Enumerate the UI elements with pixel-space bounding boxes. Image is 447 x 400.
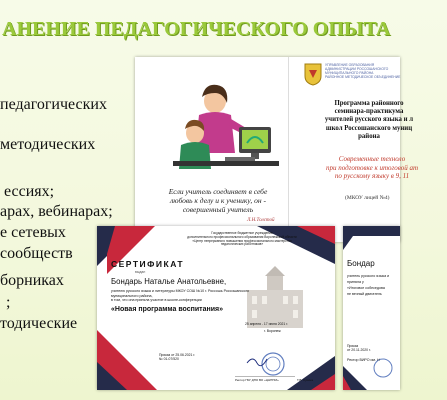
certificate-body: учителю русского языка и литературы МКОУ СОШ №10 г. Россошь Россошанского муниципального района, в том, что она приняла участие в школе-конференции [111,289,249,303]
order-number: Приказ от 20.11.2020 г. [347,344,371,353]
certificate-issuer: Государственное бюджетное учреждение дополнительного профессионального образования Воронежской области «Центр непрерывного повышения профессионального мастерства педагогических работников» [187,231,297,247]
event-dates: 25 апреля - 17 июня 2021 г. [245,322,288,326]
slide-title: АНЕНИЕ ПЕДАГОГИЧЕСКОГО ОПЫТА [2,18,391,40]
certificate [97,226,335,390]
bullet-item: ессиях; [4,183,55,200]
certificate-body: учитель русского языка и приняла у «Итоговое собеседова не вечный двигатель [347,274,390,296]
rector-title: Ректор ГБУ ДПО ВО «ЦНППМ» [235,378,279,382]
bullet-item: арах, вебинарах; [0,203,113,220]
certificate-subtitle: выдан [135,270,146,274]
certificate-title: СЕРТИФИКАТ [111,259,185,269]
signer-name: Т.В. Сукина [297,378,313,382]
order-number: Приказ от 25.06.2021 г. № 01-07/520 [159,353,196,362]
rector-title: Ректор ВИРО им. Н [347,358,380,362]
program-card [135,57,419,242]
bullet-item: педагогических [0,96,107,113]
bullet-item: ; [6,294,11,311]
program-heading: Программа районного семинара-практикума учителей русского языка и л школ Россошанского муниц района [324,100,414,140]
host-school: (МКОУ лицей №4) [345,195,390,201]
certificate-frame-decoration [343,226,400,390]
bullet-item: тодические [0,315,78,332]
bullet-item: методических [0,136,96,153]
emblem-icon [303,62,323,86]
bullet-item: е сетевых [0,224,66,241]
seminar-topic: Современные техноло при подготовке к итоговой ат по русскому языку в 9, 11 [325,155,419,180]
quote-author: Л.Н.Толстой [247,218,275,223]
institution-header: УПРАВЛЕНИЕ ОБРАЗОВАНИЯ АДМИНИСТРАЦИИ РОССОШАНСКОГО МУНИЦИПАЛЬНОГО РАЙОНА РАЙОННОЕ МЕТОДИЧЕСКОЕ ОБЪЕДИНЕНИЕ [325,63,401,79]
bullet-item: борниках [0,272,64,289]
card-program-panel [289,57,419,242]
bullet-item: сообществ [0,245,73,262]
card-quote-panel [135,57,288,242]
recipient-name: Бондарь Наталье Анатольевне, [111,277,227,286]
teacher-illustration [135,57,288,187]
event-name: «Новая программа воспитания» [111,306,223,313]
teacher-quote: Если учитель соединяет в себе любовь к делу и к ученику, он - совершенный учитель [168,187,268,214]
recipient-name: Бондар [347,259,375,268]
event-city: г. Воронеж [264,329,281,333]
certificate [343,226,400,390]
